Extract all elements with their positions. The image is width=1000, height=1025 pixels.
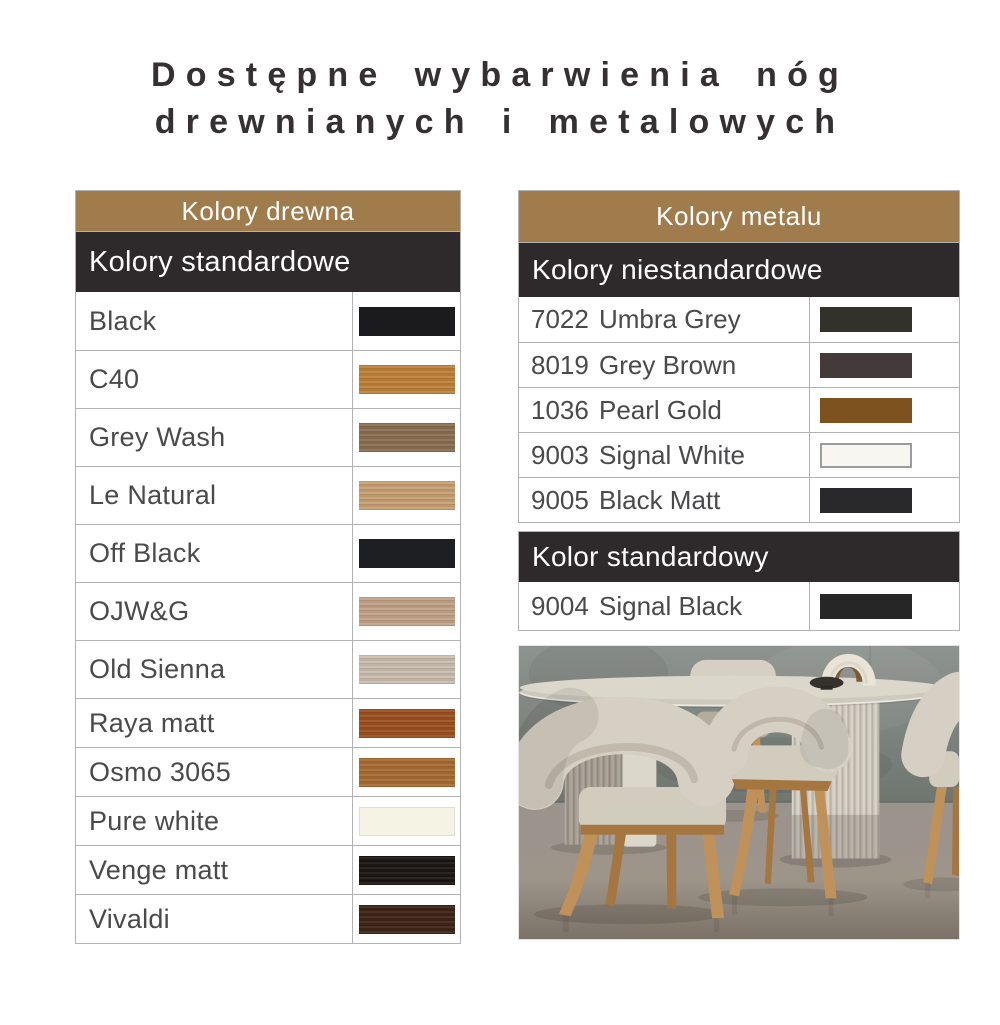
wood-color-row [76, 845, 460, 894]
wood-swatch-cell [353, 797, 460, 845]
wood-color-row [76, 466, 460, 524]
wood-table-subheader: Kolory standardowe [76, 232, 460, 292]
metal-swatch-cell [809, 297, 959, 342]
wood-swatch-cell [353, 748, 460, 796]
wood-color-row [76, 894, 460, 943]
metal-nonstandard-subheader: Kolory niestandardowe [519, 243, 959, 297]
metal-swatch-cell [809, 478, 959, 522]
metal-color-name: Pearl Gold [599, 394, 722, 425]
wood-color-name: C40 [76, 351, 353, 408]
metal-standard-subheader: Kolor standardowy [519, 532, 959, 582]
wood-color-row [76, 582, 460, 640]
metal-color-name: Umbra Grey [599, 304, 741, 334]
wood-color-swatch [359, 597, 455, 626]
metal-color-name: Black Matt [599, 484, 721, 515]
metal-color-row [519, 477, 959, 522]
metal-nonstandard-rows [519, 297, 959, 522]
metal-color-code: 8019 [531, 349, 589, 380]
wood-color-swatch [359, 365, 455, 394]
metal-color-swatch [820, 443, 912, 468]
metal-color-swatch [820, 488, 912, 513]
metal-color-code: 1036 [531, 394, 589, 425]
wood-color-row [76, 796, 460, 845]
wood-color-swatch [359, 423, 455, 452]
wood-color-swatch [359, 709, 455, 738]
metal-color-name: Signal Black [599, 590, 743, 621]
metal-color-swatch [820, 398, 912, 423]
wood-color-name: Pure white [76, 797, 353, 845]
wood-rows [76, 292, 460, 943]
wood-color-swatch [359, 905, 455, 934]
wood-swatch-cell [353, 699, 460, 747]
metal-color-code: 9005 [531, 484, 589, 515]
wood-color-row [76, 698, 460, 747]
metal-color-row [519, 582, 959, 630]
wood-color-name: Venge matt [76, 846, 353, 894]
wood-color-swatch [359, 481, 455, 510]
metal-table-header: Kolory metalu [519, 191, 959, 243]
wood-color-swatch [359, 807, 455, 836]
wood-color-swatch [359, 655, 455, 684]
metal-color-row [519, 432, 959, 477]
wood-swatch-cell [353, 467, 460, 524]
metal-color-swatch [820, 307, 912, 332]
wood-color-name: Vivaldi [76, 895, 353, 943]
wood-swatch-cell [353, 409, 460, 466]
wood-color-name: Raya matt [76, 699, 353, 747]
page-title [0, 52, 1000, 146]
metal-color-name: Signal White [599, 439, 745, 470]
dining-set-photo [518, 645, 960, 940]
wood-color-swatch [359, 856, 455, 885]
title-line-1: Dostępne wybarwienia nóg [150, 56, 850, 94]
wood-color-name: Off Black [76, 525, 353, 582]
wood-color-row [76, 640, 460, 698]
metal-standard-table [518, 531, 960, 631]
metal-color-row [519, 387, 959, 432]
wood-colors-table [75, 190, 461, 944]
wood-table-header: Kolory drewna [76, 191, 460, 232]
metal-color-swatch [820, 353, 912, 378]
metal-swatch-cell [809, 582, 959, 630]
wood-color-row [76, 292, 460, 350]
wood-color-name: Grey Wash [76, 409, 353, 466]
metal-standard-rows [519, 582, 959, 630]
metal-color-swatch [820, 594, 912, 619]
wood-swatch-cell [353, 846, 460, 894]
wood-color-name: Black [76, 292, 353, 350]
wood-swatch-cell [353, 583, 460, 640]
wood-swatch-cell [353, 525, 460, 582]
wood-color-row [76, 747, 460, 796]
wood-color-swatch [359, 539, 455, 568]
wood-swatch-cell [353, 641, 460, 698]
metal-color-code: 7022 [531, 304, 589, 334]
title-line-2: drewnianych i metalowych [154, 102, 846, 141]
metal-swatch-cell [809, 433, 959, 477]
dining-photo-scene [519, 646, 959, 939]
metal-color-code: 9003 [531, 439, 589, 470]
wood-color-name: Old Sienna [76, 641, 353, 698]
wood-color-row [76, 408, 460, 466]
metal-color-row [519, 342, 959, 387]
wood-color-name: OJW&G [76, 583, 353, 640]
metal-swatch-cell [809, 343, 959, 387]
wood-swatch-cell [353, 292, 460, 350]
metal-color-row [519, 297, 959, 342]
wood-swatch-cell [353, 351, 460, 408]
wood-color-row [76, 524, 460, 582]
metal-color-name: Grey Brown [599, 349, 737, 380]
wood-color-row [76, 350, 460, 408]
wood-color-swatch [359, 758, 455, 787]
metal-swatch-cell [809, 388, 959, 432]
wood-color-name: Le Natural [76, 467, 353, 524]
wood-color-name: Osmo 3065 [76, 748, 353, 796]
wood-swatch-cell [353, 895, 460, 943]
metal-color-code: 9004 [531, 590, 589, 621]
metal-colors-table [518, 190, 960, 523]
wood-color-swatch [359, 307, 455, 336]
